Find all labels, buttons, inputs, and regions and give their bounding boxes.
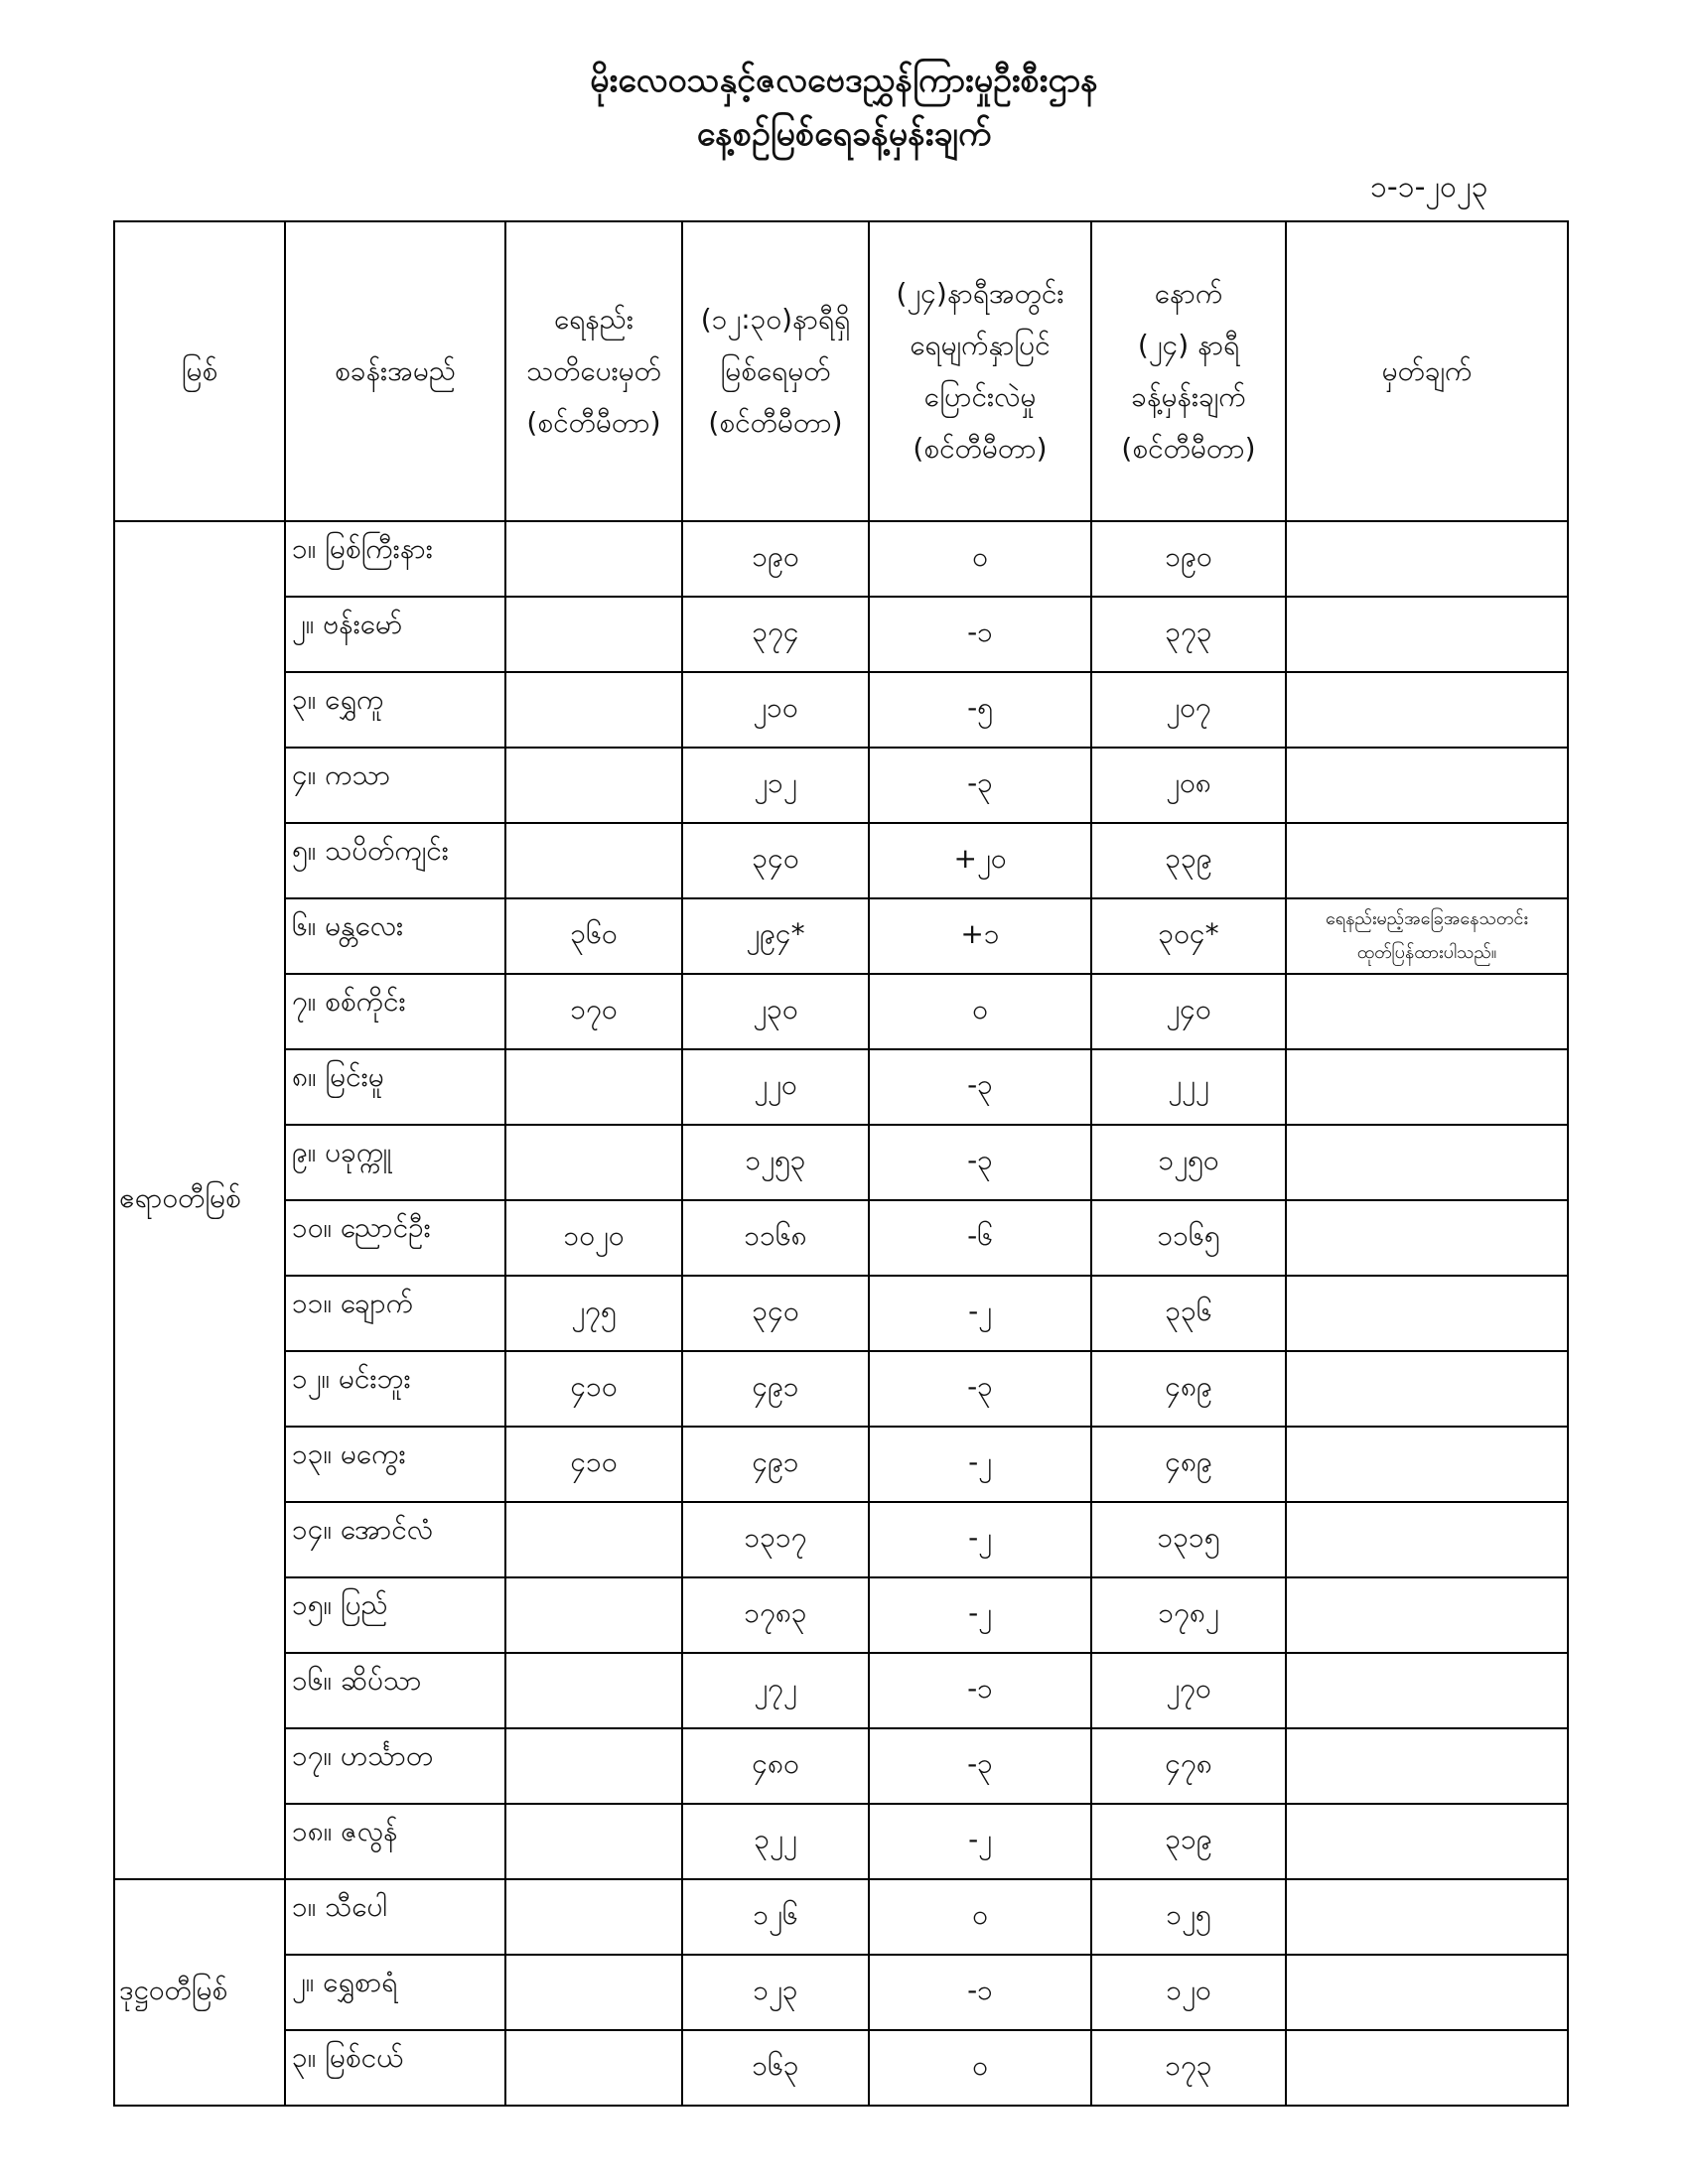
station-name: ၁၁။ ချောက်	[285, 1276, 505, 1351]
warning-level	[505, 1577, 682, 1653]
warning-level: ၁၀၂၀	[505, 1200, 682, 1276]
forecast-level: ၃၃၉	[1091, 823, 1286, 898]
col-forecast: နောက် (၂၄) နာရီ ခန့်မှန်းချက် (စင်တီမီတာ)	[1091, 221, 1286, 521]
table-row	[114, 1955, 1568, 2030]
table-row	[114, 748, 1568, 823]
warning-level	[505, 823, 682, 898]
current-level: ၄၉၁	[682, 1351, 869, 1427]
warning-level	[505, 1502, 682, 1577]
station-name: ၁။ မြစ်ကြီးနား	[285, 521, 505, 597]
current-level: ၃၄၀	[682, 1276, 869, 1351]
forecast-level: ၂၇၀	[1091, 1653, 1286, 1728]
level-change: -၂	[869, 1427, 1091, 1502]
warning-level: ၄၁၀	[505, 1427, 682, 1502]
report-title: နေ့စဉ်မြစ်ရေခန့်မှန်းချက်	[696, 114, 992, 154]
table-row	[114, 898, 1568, 974]
warning-level: ၂၇၅	[505, 1276, 682, 1351]
station-name: ၁၀။ ညောင်ဦး	[285, 1200, 505, 1276]
current-level: ၂၇၂	[682, 1653, 869, 1728]
station-name: ၄။ ကသာ	[285, 748, 505, 823]
level-change: ၀	[869, 2030, 1091, 2106]
level-change: -၂	[869, 1577, 1091, 1653]
col-station: စခန်းအမည်	[285, 221, 505, 521]
remark	[1286, 823, 1568, 898]
current-level: ၁၉၀	[682, 521, 869, 597]
forecast-level: ၄၈၉	[1091, 1351, 1286, 1427]
forecast-level: ၂၀၇	[1091, 672, 1286, 748]
remark	[1286, 748, 1568, 823]
forecast-level: ၁၂၅၀	[1091, 1125, 1286, 1200]
station-name: ၃။ မြစ်ငယ်	[285, 2030, 505, 2106]
report-date: ၁-၁-၂၀၂၃	[1370, 170, 1488, 205]
level-change: -၃	[869, 1728, 1091, 1804]
remark	[1286, 1427, 1568, 1502]
col-24h-change: (၂၄)နာရီအတွင်း ရေမျက်နှာပြင် ပြောင်းလဲမှု (စင်တီမီတာ)	[869, 221, 1091, 521]
current-level: ၄၈၀	[682, 1728, 869, 1804]
remark	[1286, 1577, 1568, 1653]
col-warning-level: ရေနည်း သတိပေးမှတ် (စင်တီမီတာ)	[505, 221, 682, 521]
remark	[1286, 1200, 1568, 1276]
current-level: ၂၃၀	[682, 974, 869, 1049]
remark	[1286, 1125, 1568, 1200]
warning-level: ၄၁၀	[505, 1351, 682, 1427]
table-row	[114, 1577, 1568, 1653]
level-change: -၁	[869, 1653, 1091, 1728]
river-name: ဒုဋ္ဌဝတီမြစ်	[114, 1879, 285, 2106]
station-name: ၈။ မြင်းမူ	[285, 1049, 505, 1125]
table-row	[114, 2030, 1568, 2106]
current-level: ၃၇၄	[682, 597, 869, 672]
remark	[1286, 1804, 1568, 1879]
remark	[1286, 1502, 1568, 1577]
remark	[1286, 1728, 1568, 1804]
warning-level	[505, 521, 682, 597]
remark	[1286, 2030, 1568, 2106]
station-name: ၂။ ဗန်းမော်	[285, 597, 505, 672]
current-level: ၁၂၅၃	[682, 1125, 869, 1200]
level-change: ၀	[869, 1879, 1091, 1955]
current-level: ၁၃၁၇	[682, 1502, 869, 1577]
warning-level	[505, 1125, 682, 1200]
table-row	[114, 1502, 1568, 1577]
level-change: -၂	[869, 1276, 1091, 1351]
header-row	[114, 221, 1568, 521]
remark	[1286, 1351, 1568, 1427]
col-remark: မှတ်ချက်	[1286, 221, 1568, 521]
table-row	[114, 823, 1568, 898]
level-change: -၆	[869, 1200, 1091, 1276]
warning-level	[505, 1049, 682, 1125]
remark	[1286, 521, 1568, 597]
table-row	[114, 1351, 1568, 1427]
forecast-level: ၃၀၄*	[1091, 898, 1286, 974]
forecast-level: ၁၇၃	[1091, 2030, 1286, 2106]
station-name: ၁၆။ ဆိပ်သာ	[285, 1653, 505, 1728]
station-name: ၁။ သီပေါ	[285, 1879, 505, 1955]
level-change: -၂	[869, 1502, 1091, 1577]
table-row	[114, 1804, 1568, 1879]
current-level: ၂၂၀	[682, 1049, 869, 1125]
remark	[1286, 597, 1568, 672]
forecast-level: ၂၄၀	[1091, 974, 1286, 1049]
station-name: ၃။ ရွှေကူ	[285, 672, 505, 748]
remark	[1286, 1049, 1568, 1125]
station-name: ၂။ ရွှေစာရံ	[285, 1955, 505, 2030]
level-change: -၅	[869, 672, 1091, 748]
station-name: ၁၈။ ဇလွန်	[285, 1804, 505, 1879]
station-name: ၇။ စစ်ကိုင်း	[285, 974, 505, 1049]
table-row	[114, 1276, 1568, 1351]
warning-level: ၁၇၀	[505, 974, 682, 1049]
remark	[1286, 1879, 1568, 1955]
warning-level	[505, 1879, 682, 1955]
river-name: ဧရာဝတီမြစ်	[114, 521, 285, 1879]
current-level: ၃၄၀	[682, 823, 869, 898]
level-change: +၂၀	[869, 823, 1091, 898]
current-level: ၂၁၂	[682, 748, 869, 823]
station-name: ၁၃။ မကွေး	[285, 1427, 505, 1502]
level-change: -၂	[869, 1804, 1091, 1879]
forecast-level: ၁၂၅	[1091, 1879, 1286, 1955]
warning-level	[505, 597, 682, 672]
warning-level	[505, 1728, 682, 1804]
forecast-level: ၄၈၉	[1091, 1427, 1286, 1502]
forecast-level: ၁၁၆၅	[1091, 1200, 1286, 1276]
col-current-level: (၁၂:၃၀)နာရီရှိ မြစ်ရေမှတ် (စင်တီမီတာ)	[682, 221, 869, 521]
forecast-level: ၃၃၆	[1091, 1276, 1286, 1351]
level-change: -၁	[869, 1955, 1091, 2030]
remark	[1286, 974, 1568, 1049]
remark	[1286, 1276, 1568, 1351]
level-change: -၃	[869, 1125, 1091, 1200]
forecast-level: ၁၇၈၂	[1091, 1577, 1286, 1653]
table-row	[114, 597, 1568, 672]
forecast-level: ၁၉၀	[1091, 521, 1286, 597]
station-name: ၁၅။ ပြည်	[285, 1577, 505, 1653]
current-level: ၂၁၀	[682, 672, 869, 748]
warning-level	[505, 1955, 682, 2030]
forecast-level: ၃၁၉	[1091, 1804, 1286, 1879]
forecast-level: ၁၃၁၅	[1091, 1502, 1286, 1577]
table-row	[114, 1049, 1568, 1125]
warning-level	[505, 672, 682, 748]
warning-level	[505, 1804, 682, 1879]
remark	[1286, 1955, 1568, 2030]
level-change: ၀	[869, 521, 1091, 597]
current-level: ၁၁၆၈	[682, 1200, 869, 1276]
level-change: -၁	[869, 597, 1091, 672]
station-name: ၉။ ပခုက္ကူ	[285, 1125, 505, 1200]
col-river: မြစ်	[114, 221, 285, 521]
table-row	[114, 1653, 1568, 1728]
forecast-level: ၃၇၃	[1091, 597, 1286, 672]
table-row	[114, 1427, 1568, 1502]
level-change: -၃	[869, 748, 1091, 823]
table-row	[114, 1200, 1568, 1276]
forecast-level: ၄၇၈	[1091, 1728, 1286, 1804]
current-level: ၁၆၃	[682, 2030, 869, 2106]
warning-level	[505, 748, 682, 823]
station-name: ၁၇။ ဟင်္သာတ	[285, 1728, 505, 1804]
table-row	[114, 974, 1568, 1049]
department-title: မိုးလေဝသနှင့်ဇလဗေဒညွှန်ကြားမှုဦးစီးဌာန	[590, 61, 1098, 100]
warning-level	[505, 1653, 682, 1728]
current-level: ၁၇၈၃	[682, 1577, 869, 1653]
table-row	[114, 1728, 1568, 1804]
station-name: ၁၂။ မင်းဘူး	[285, 1351, 505, 1427]
warning-level	[505, 2030, 682, 2106]
station-name: ၆။ မန္တလေး	[285, 898, 505, 974]
forecast-level: ၁၂၀	[1091, 1955, 1286, 2030]
remark	[1286, 672, 1568, 748]
current-level: ၃၂၂	[682, 1804, 869, 1879]
level-change: -၃	[869, 1351, 1091, 1427]
table-row	[114, 1125, 1568, 1200]
table-row	[114, 1879, 1568, 1955]
current-level: ၁၂၆	[682, 1879, 869, 1955]
remark	[1286, 1653, 1568, 1728]
current-level: ၁၂၃	[682, 1955, 869, 2030]
current-level: ၄၉၁	[682, 1427, 869, 1502]
current-level: ၂၉၄*	[682, 898, 869, 974]
station-name: ၅။ သပိတ်ကျင်း	[285, 823, 505, 898]
river-level-table	[113, 220, 1569, 2107]
table-row	[114, 672, 1568, 748]
forecast-level: ၂၂၂	[1091, 1049, 1286, 1125]
forecast-level: ၂၀၈	[1091, 748, 1286, 823]
table-row	[114, 521, 1568, 597]
level-change: -၃	[869, 1049, 1091, 1125]
level-change: +၁	[869, 898, 1091, 974]
level-change: ၀	[869, 974, 1091, 1049]
station-name: ၁၄။ အောင်လံ	[285, 1502, 505, 1577]
remark: ရေနည်းမည့်အခြေအနေသတင်း ထုတ်ပြန်ထားပါသည်။	[1286, 898, 1568, 974]
warning-level: ၃၆၀	[505, 898, 682, 974]
